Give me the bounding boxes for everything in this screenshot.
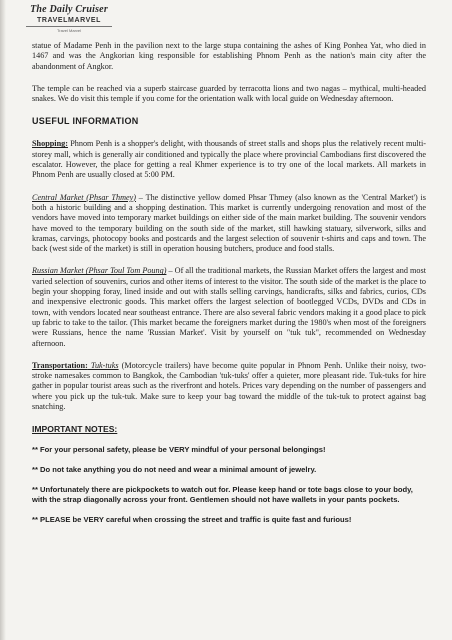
central-market-paragraph (32, 193, 426, 255)
note-item: ** Do not take anything you do not need and wear a minimal amount of jewelry. (32, 465, 317, 475)
important-notes-heading: IMPORTANT NOTES: (32, 424, 118, 435)
newsletter-title: The Daily Cruiser (30, 4, 108, 15)
shopping-text: Phnom Penh is a shopper's delight, with thousands of street stalls and shops plus the relatively recent multi-storey mall, which is generally air conditioned and typically the place where provincial Cambodians first discovered the escalator. However, the place for getting a real Khmer experience is to try one of the local markets. All markets in Phnom Penh are usually closed at 5:00 PM. (32, 139, 426, 180)
russian-market-lead: Russian Market (Phsar Toul Tom Poung) (32, 266, 167, 276)
intro-paragraph-2: The temple can be reached via a superb staircase guarded by terracotta lions and two nagas – mythical, multi-headed snakes. We do visit this temple if you come for the orientation walk with local guide on Wednesday afternoon. (32, 83, 426, 104)
document-body (32, 41, 426, 535)
transportation-lead: Transportation: (32, 360, 88, 370)
section-heading-useful-info: USEFUL INFORMATION (32, 116, 139, 127)
shopping-lead: Shopping: (32, 139, 68, 149)
russian-market-paragraph (32, 266, 426, 348)
page-edge-shadow (0, 0, 6, 640)
newsletter-logo (26, 4, 112, 40)
note-item: ** PLEASE be VERY careful when crossing the street and traffic is quite fast and furious! (32, 515, 352, 525)
brand-tagline: Travel Marvel (56, 28, 82, 33)
brand-name: TRAVELMARVEL (26, 17, 112, 27)
central-market-text: – The distinctive yellow domed Phsar Thmey (also known as the 'Central Market') is both a historic building and a shopping destination. This market is currently undergoing renovation and most of the vendors have moved into temporary market buildings on either side of the main market building. The souvenir vendors have moved to the temporary building on the south side of the market, still hawking statuary, silverwork, silks and kramas, carvings, photocopy books and postcards and the largest selection of souvenir t-shirts and caps and town. The back (west side of the market) is still in operation housing butchers, produce and food stalls. (32, 192, 426, 254)
central-market-lead: Central Market (Phsar Thmey) (32, 192, 136, 202)
shopping-paragraph (32, 139, 426, 180)
tuk-tuks-lead: Tuk-tuks (87, 360, 119, 370)
transportation-paragraph (32, 361, 426, 412)
note-item: ** For your personal safety, please be VERY mindful of your personal belongings! (32, 445, 326, 455)
russian-market-text: – Of all the traditional markets, the Russian Market offers the largest and most varied selection of souvenirs, curios and other items of interest to the visitor. The south side of the market is the place to begin your shopping foray, lined inside and out with stalls selling carvings, handicrafts, silks and fabrics, curios, CDs and inexpensive electronic goods. This market offers the largest selection of bootlegged VCDs, DVDs and CDs in town, with vendors located near southeast entrance. There are also several fabric vendors making it a good place to pick up fabric to take to the tailor. (This market became the foreigners market during the 1980's when most of the foreigners were Russians, hence the name 'Russian Market'. Visit by yourself on "tuk tuk", recommended on Wednesday afternoon. (32, 266, 426, 348)
transportation-text: (Motorcycle trailers) have become quite popular in Phnom Penh. Unlike their noisy, two-stroke namesakes common to Bangkok, the Cambodian 'tuk-tuks' offer a quieter, more pleasant ride. Tuk-tuks for hire gather in popular tourist areas such as the riverfront and hotels. Prices vary depending on the number of passengers and where you pick up the tuk-tuk. Make sure to keep your bag toward the middle of the tuk-tuk to protect against bag snatching. (32, 360, 426, 412)
note-item: ** Unfortunately there are pickpockets to watch out for. Please keep hand or tote bags close to your body, with the strap diagonally across your front. Gentlemen should not have wallets in your pants pockets. (32, 485, 413, 505)
intro-paragraph-1: statue of Madame Penh in the pavilion next to the large stupa containing the ashes of King Ponhea Yat, who died in 1467 and was the Angkorian king responsible for establishing Phnom Penh as the nation's main city after the abandonment of Angkor. (32, 41, 426, 71)
